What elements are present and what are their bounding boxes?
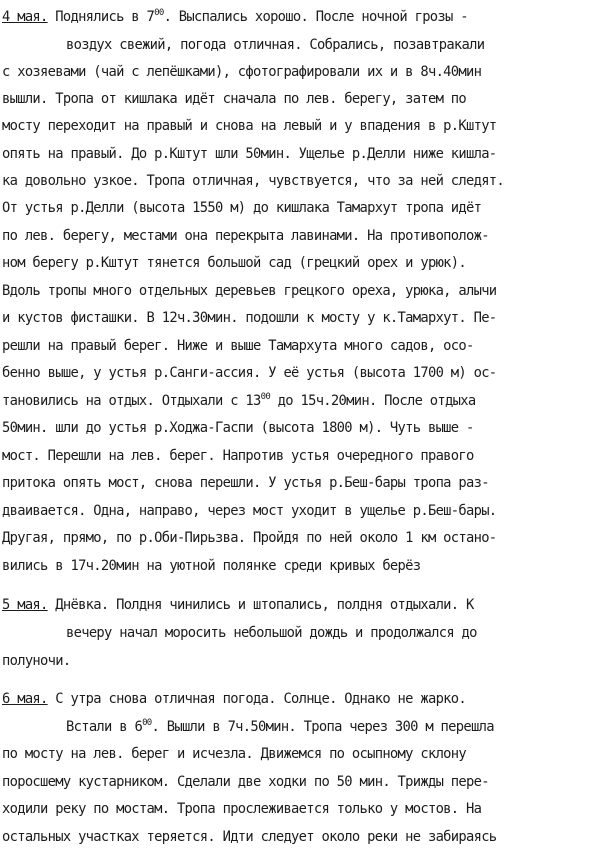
text-line: мост. Перешли на лев. берег. Напротив устья очередного правого (2, 448, 474, 464)
text-line: мосту переходит на правый и снова на левый и у впадения в р.Кштут (2, 118, 497, 134)
text-line: дваивается. Одна, направо, через мост уходит в ущелье р.Беш-бары. (2, 503, 497, 519)
entry-date: 6 мая. (2, 691, 48, 707)
text-line: полуночи. (2, 653, 71, 669)
text-line: остальных участках теряется. Идти следует около реки не забираясь (2, 829, 497, 845)
text-line: Вдоль тропы много отдельных деревьев грецкого ореха, урюка, алычи (2, 283, 497, 299)
text-line: по лев. берегу, местами она перекрыта лавинами. На противополож- (2, 228, 489, 244)
text-line: ходили реку по мостам. Тропа прослеживается только у мостов. На (2, 801, 482, 817)
entry-date: 5 мая. (2, 597, 48, 613)
entry-date: 4 мая. (2, 9, 48, 25)
text-line: с хозяевами (чай с лепёшками), сфотографировали их и в 8ч.40мин (2, 64, 482, 80)
text-line: решли на правый берег. Ниже и выше Тамархута много садов, осо- (2, 338, 474, 354)
text-line: 6 мая. С утра снова отличная погода. Солнце. Однако не жарко. (2, 691, 466, 707)
text-line: вышли. Тропа от кишлака идёт сначала по лев. берегу, затем по (2, 91, 466, 107)
text-line: ка довольно узкое. Тропа отличная, чувствуется, что за ней следят. (2, 173, 505, 189)
text-line: вечеру начал моросить небольшой дождь и продолжался до (66, 625, 477, 641)
text-line: Встали в $6^{00}$. Вышли в 7ч.50мин. Тропа через 300 м перешла (66, 718, 494, 735)
text-line: опять на правый. До р.Кштут шли 50мин. Ущелье р.Делли ниже кишла- (2, 146, 497, 162)
text-line: ном берегу р.Кштут тянется большой сад (грецкий орех и урюк). (2, 255, 466, 271)
text-line: поросшему кустарником. Сделали две ходки по 50 мин. Трижды пере- (2, 774, 489, 790)
text-line: воздух свежий, погода отличная. Собрались, позавтракали (66, 37, 485, 53)
text-line: и кустов фисташки. В 12ч.30мин. подошли к мосту у к.Тамархут. Пе- (2, 310, 497, 326)
text-line: бенно выше, у устья р.Санги-ассия. У её устья (высота 1700 м) ос- (2, 365, 497, 381)
text-line: Другая, прямо, по р.Оби-Пирьзва. Пройдя по ней около 1 км остано- (2, 530, 497, 546)
text-line: притока опять мост, снова перешли. У устья р.Беш-бары тропа раз- (2, 475, 489, 491)
text-line: 5 мая. Днёвка. Полдня чинились и штопались, полдня отдыхали. К (2, 597, 474, 613)
text-line: вились в 17ч.20мин на уютной полянке среди кривых берёз (2, 558, 421, 574)
text-line: 50мин. шли до устья р.Ходжа-Гаспи (высота 1800 м). Чуть выше - (2, 420, 474, 436)
text-line: 4 мая. Поднялись в $7^{00}$. Выспались хорошо. После ночной грозы - (2, 8, 468, 25)
text-line: тановились на отдых. Отдыхали с $13^{00}$ до 15ч.20мин. После отдыха (2, 392, 476, 409)
text-line: по мосту на лев. берег и исчезла. Движемся по осыпному склону (2, 746, 466, 762)
text-line: От устья р.Делли (высота 1550 м) до кишлака Тамархут тропа идёт (2, 200, 482, 216)
